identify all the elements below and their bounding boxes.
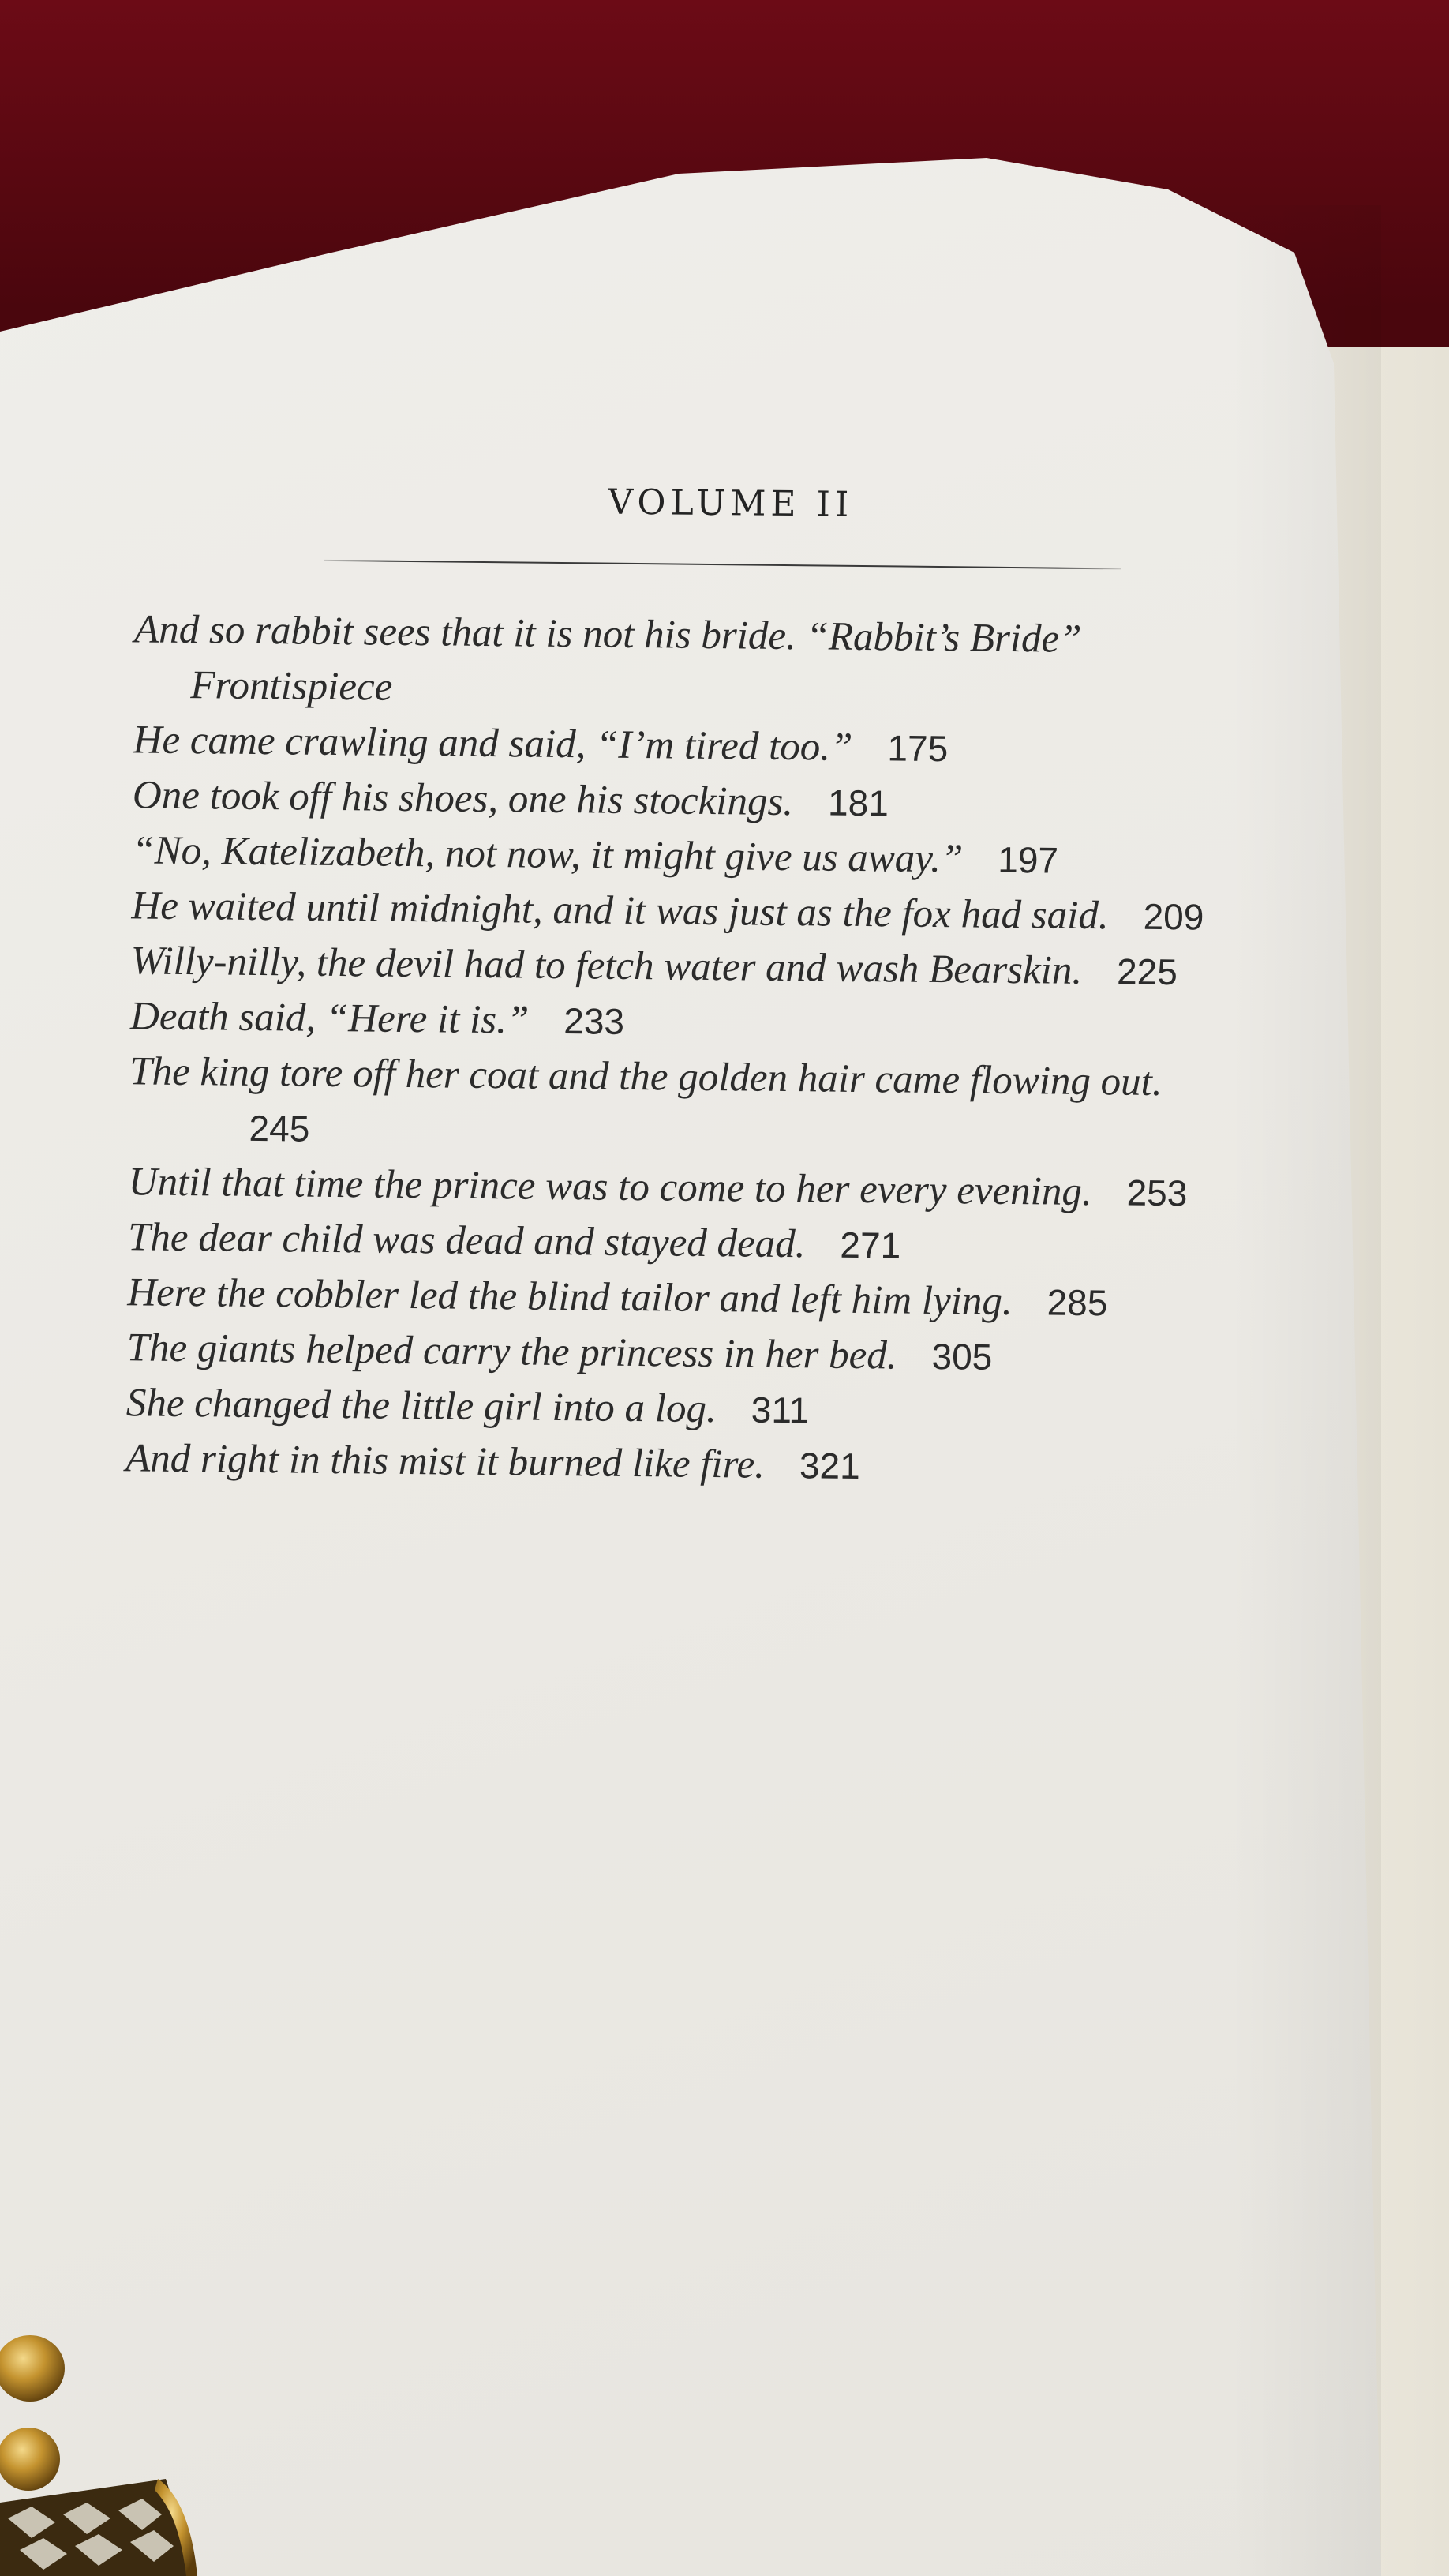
brass-ornament bbox=[0, 2321, 205, 2576]
entry-caption: The dear child was dead and stayed dead. bbox=[127, 1215, 806, 1267]
entry-page-number: 253 bbox=[1126, 1172, 1188, 1214]
entry-caption: The giants helped carry the princess in her bed. bbox=[126, 1325, 897, 1378]
brass-knob bbox=[0, 2335, 65, 2402]
entry-page-number: 181 bbox=[827, 782, 889, 824]
entry-page-number: 285 bbox=[1046, 1281, 1108, 1324]
entry-page-number: 311 bbox=[751, 1389, 810, 1431]
entry-page-number: 245 bbox=[249, 1107, 310, 1149]
entry-caption: The king tore off her coat and the golden hair came flowing out. bbox=[129, 1049, 1163, 1105]
entry-caption: She changed the little girl into a log. bbox=[125, 1381, 717, 1432]
brass-knob bbox=[0, 2428, 60, 2491]
illustration-list bbox=[125, 602, 1319, 1498]
entry-caption: One took off his shoes, one his stockings. bbox=[132, 773, 794, 825]
entry-caption: Here the cobbler led the blind tailor and left him lying. bbox=[127, 1270, 1013, 1325]
entry-page-number: 175 bbox=[887, 727, 949, 770]
heading-rule bbox=[324, 560, 1121, 570]
entry-page-number: 305 bbox=[931, 1335, 993, 1378]
entry-page-number: 225 bbox=[1116, 951, 1178, 993]
entry-caption: Death said, “Here it is.” bbox=[129, 994, 530, 1043]
entry-caption: “No, Katelizabeth, not now, it might give us away.” bbox=[131, 828, 964, 882]
entry-caption: He came crawling and said, “I’m tired too.” bbox=[133, 718, 853, 770]
entry-caption: He waited until midnight, and it was just as the fox had said. bbox=[131, 883, 1109, 939]
list-item bbox=[125, 1430, 1310, 1498]
entry-caption: Willy-nilly, the devil had to fetch water and wash Bearskin. bbox=[130, 939, 1083, 993]
entry-page-number: 233 bbox=[564, 1000, 625, 1042]
entry-caption: Frontispiece bbox=[190, 663, 393, 710]
entry-page-number: 209 bbox=[1143, 895, 1204, 938]
entry-caption: Until that time the prince was to come to her every evening. bbox=[128, 1160, 1092, 1215]
entry-page-number: 321 bbox=[799, 1445, 860, 1487]
entry-caption: And so rabbit sees that it is not his bride. “Rabbit’s Bride” bbox=[133, 607, 1082, 662]
entry-caption: And right in this mist it burned like fire. bbox=[125, 1436, 766, 1487]
entry-page-number: 197 bbox=[998, 838, 1059, 881]
entry-page-number: 271 bbox=[840, 1224, 901, 1266]
volume-heading: VOLUME II bbox=[608, 482, 854, 525]
